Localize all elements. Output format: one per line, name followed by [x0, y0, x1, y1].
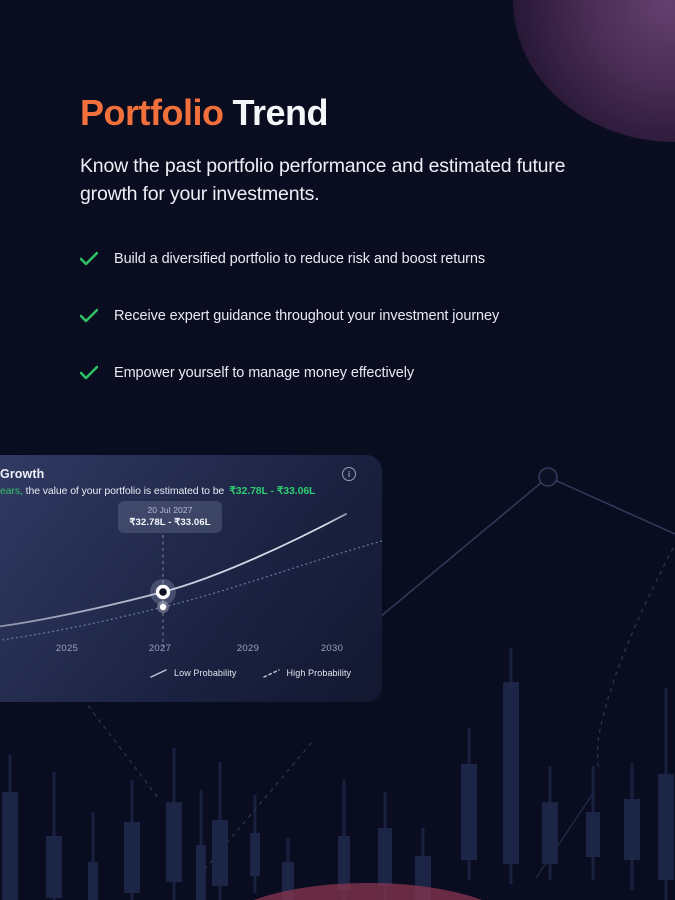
red-arc-decoration	[210, 883, 526, 900]
benefit-item-0	[80, 249, 620, 269]
benefit-item-1	[80, 306, 620, 326]
benefit-label: Build a diversified portfolio to reduce risk and boost returns	[114, 251, 485, 267]
legend-label: Low Probability	[174, 668, 237, 678]
check-icon	[80, 308, 98, 323]
hero-section	[80, 92, 600, 208]
estimate-value: ₹32.78L - ₹33.06L	[229, 485, 316, 497]
tooltip-date: 20 Jul 2027	[147, 505, 193, 515]
solid-line-icon	[150, 668, 168, 678]
benefit-label: Receive expert guidance throughout your investment journey	[114, 308, 500, 324]
legend-item	[150, 668, 237, 678]
check-icon	[80, 365, 98, 380]
x-tick-label: 2030	[320, 643, 344, 654]
page-subtitle: Know the past portfolio performance and estimated future growth for your investments.	[80, 155, 566, 205]
high-probability-line	[0, 541, 382, 643]
benefits-list	[80, 249, 620, 420]
page-title-accent: Portfolio	[80, 92, 224, 133]
x-tick-label: 2027	[148, 643, 172, 654]
benefit-item-2	[80, 363, 620, 383]
estimate-highlight: ears,	[0, 485, 23, 497]
growth-card	[0, 455, 382, 702]
chart-legend	[150, 668, 351, 678]
legend-item	[263, 668, 352, 678]
tooltip-range: ₹32.78L - ₹33.06L	[129, 517, 211, 528]
x-axis	[0, 643, 382, 657]
estimate-body: the value of your portfolio is estimated to be	[22, 485, 225, 497]
check-icon	[80, 251, 98, 266]
x-tick-label: 2029	[236, 643, 260, 654]
chart-marker-high[interactable]	[157, 601, 169, 613]
page-title-rest: Trend	[232, 92, 328, 133]
x-tick-label: 2025	[55, 643, 79, 654]
benefit-label: Empower yourself to manage money effectively	[114, 365, 414, 381]
growth-card-header	[0, 455, 382, 481]
growth-card-title: Growth	[0, 467, 45, 481]
info-icon[interactable]: i	[342, 467, 356, 481]
chart-tooltip	[118, 501, 222, 533]
legend-label: High Probability	[286, 668, 352, 678]
dashed-line-icon	[263, 668, 281, 678]
page-title	[80, 92, 600, 134]
mountain-line-decoration	[350, 468, 675, 642]
